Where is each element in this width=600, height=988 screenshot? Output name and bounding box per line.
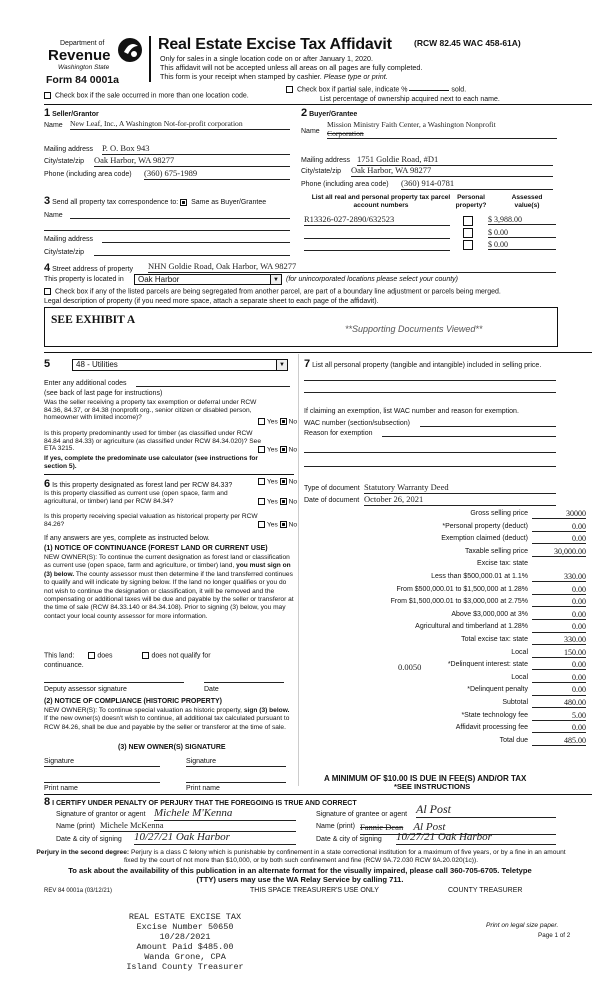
grantee-date-field[interactable]: 10/27/21 Oak Harbor	[396, 831, 556, 845]
divider-s6	[44, 474, 294, 475]
q-historic-answers	[258, 521, 297, 529]
notice1-text-c: The county assessor must then determine if the land transferred continues to qualify and will indicate by signing below. If the land no longer qualifies or you do not wish to continue the designation or classification, it will be removed and the compensating or additional taxes will be due and payable by the seller or transferor at the time of sale (RCW 84.33.140 or 84.34.108). Prior to signing (3) below, you may contact your local county assessor for more information.	[44, 570, 294, 620]
doc-date-field[interactable]: October 26, 2021	[364, 495, 556, 506]
tax-row-label: Taxable selling price	[464, 547, 528, 555]
deputy-signature-label: Deputy assessor signature	[44, 686, 127, 693]
section6-forest	[44, 478, 266, 491]
seller-phone-field[interactable]: (360) 675-1989	[144, 169, 290, 180]
notice2-text-b: sign (3) below.	[243, 707, 290, 714]
grantor-name-label: Name (print)	[56, 823, 95, 830]
reason-line-3[interactable]	[304, 466, 556, 467]
partial-sale-checkbox[interactable]	[286, 86, 293, 93]
buyer-heading-label: Buyer/Grantee	[309, 111, 358, 118]
yes-label: Yes	[267, 498, 278, 506]
seller-name-label: Name	[44, 122, 63, 129]
doc-type-label: Type of document	[304, 485, 360, 492]
assessed-2-field[interactable]: $ 0.00	[488, 228, 556, 238]
dept-line2: Revenue	[48, 47, 111, 64]
segregated-label: Check box if any of the listed parcels are being segregated from another parcel, are part of a boundary line adjustment or parcels being merged.	[54, 288, 501, 296]
buyer-mailing-row	[301, 154, 553, 165]
q-seller-yes-checkbox[interactable]	[258, 418, 265, 425]
print-name-1-label: Print name	[44, 785, 78, 792]
parcel-list-header: List all real and personal property tax parcel account numbers	[311, 194, 451, 209]
reason-label: Reason for exemption	[304, 430, 373, 437]
doc-date-row	[304, 494, 556, 505]
grantee-date-row	[316, 831, 556, 844]
tax-row-label: Less than $500,000.01 at 1.1%	[431, 573, 528, 580]
treasurer-receipt-stamp	[100, 912, 270, 972]
parcel-1-field[interactable]: R13326-027-2890/632523	[304, 215, 450, 226]
section3-text: Send all property tax correspondence to:	[52, 199, 179, 206]
notice2-title: (2) NOTICE OF COMPLIANCE (HISTORIC PROPERTY)	[44, 698, 222, 705]
partial-sale-note: List percentage of ownership acquired next to each name.	[320, 96, 500, 103]
seller-phone-label: Phone (including area code)	[44, 171, 132, 178]
if-yes-note: If yes, complete the predominate use calculator (see instructions for section 5).	[44, 455, 258, 470]
column-divider	[298, 354, 299, 786]
grantor-signature-field[interactable]: Michele M'Kenna	[154, 807, 296, 821]
seller-heading-label: Seller/Grantor	[52, 111, 99, 118]
see-instructions: *SEE INSTRUCTIONS	[394, 782, 471, 791]
notice2-text-a: NEW OWNER(S): To continue special valuation as historic property,	[44, 707, 243, 714]
tax-row-value[interactable]: 0.00	[532, 660, 586, 670]
notice3-title: (3) NEW OWNER(S) SIGNATURE	[118, 744, 226, 751]
tax-row-value[interactable]: 0.00	[532, 622, 586, 632]
grantee-signature-row	[316, 802, 556, 819]
tax-row-value[interactable]: 480.00	[532, 698, 586, 708]
tax-row-label: From $500,000.01 to $1,500,000 at 1.28%	[396, 585, 528, 593]
seller-city-field[interactable]: Oak Harbor, WA 98277	[94, 156, 290, 167]
divider-s8	[44, 794, 592, 795]
owner-print-1-field[interactable]	[44, 782, 160, 783]
buyer-name-line2: Corporation	[327, 129, 557, 139]
subtitle-3b: Please type or print.	[323, 72, 388, 81]
tax-row-label: Excise tax: state	[477, 560, 528, 568]
q-forest: Is this property designated as forest land per RCW 84.33?	[52, 482, 233, 489]
tax-row-value[interactable]: 150.00	[532, 648, 586, 658]
grantee-name-row	[316, 823, 556, 831]
print-name-2-label: Print name	[186, 785, 220, 792]
partial-sale-sold: sold.	[451, 86, 467, 94]
buyer-phone-row	[301, 178, 553, 189]
q-forest-yes-checkbox[interactable]	[258, 478, 265, 485]
perjury-notice	[36, 849, 566, 865]
notice2-text	[44, 707, 294, 732]
chevron-down-icon: ▼	[276, 360, 287, 370]
s3-blank-line	[44, 230, 290, 231]
same-as-buyer-checkbox[interactable]	[180, 199, 187, 206]
multi-location-checkbox[interactable]	[44, 92, 51, 99]
doc-type-row	[304, 482, 556, 493]
seller-city-label: City/state/zip	[44, 158, 85, 165]
grantee-signature-label: Signature of grantee or agent	[316, 811, 408, 818]
location-select[interactable]	[134, 274, 282, 285]
tax-row-value[interactable]: 5.00	[532, 711, 586, 721]
seller-heading	[44, 107, 99, 120]
alt-format-line-1: To ask about the availability of this publication in an alternate format for the visually impaired, please call 360-705-6705. Teletype	[68, 866, 532, 875]
notice1-title: (1) NOTICE OF CONTINUANCE (FOREST LAND OR CURRENT USE)	[44, 545, 268, 552]
section3-number: 3	[44, 195, 51, 207]
section7-number: 7	[304, 358, 311, 370]
wac-row	[304, 420, 556, 428]
grantee-name-handwritten: Al Post	[413, 821, 446, 833]
q-current-use: Is this property classified as current use (open space, farm and agricultural, or timber) land per RCW 84.34?	[44, 490, 228, 505]
dept-line3: Washington State	[58, 64, 110, 71]
seller-mailing-field[interactable]: P. O. Box 943	[102, 144, 290, 155]
q-historic: Is this property receiving special valuation as historical property per RCW 84.26?	[44, 513, 258, 528]
grantor-date-row	[56, 831, 296, 844]
this-land-row	[44, 652, 294, 660]
stamp-line-1: REAL ESTATE EXCISE TAX	[128, 912, 242, 922]
doc-date-label: Date of document	[304, 497, 360, 504]
section4-number: 4	[44, 262, 51, 274]
buyer-name-field[interactable]	[327, 120, 557, 139]
tax-row-value[interactable]: 0.00	[532, 597, 586, 607]
seller-mailing-row	[44, 143, 290, 154]
supporting-docs-note: **Supporting Documents Viewed**	[345, 324, 483, 334]
section8-number: 8	[44, 796, 51, 808]
legal-description-box[interactable]	[44, 307, 558, 347]
buyer-phone-label: Phone (including area code)	[301, 181, 389, 188]
stamp-line-2: Excise Number 50650	[136, 922, 234, 932]
local-rate: 0.0050	[398, 662, 422, 672]
additional-codes-row	[44, 380, 290, 388]
stamp-line-4: Amount Paid $485.00	[136, 942, 234, 952]
q-seller-exemption: Was the seller receiving a property tax exemption or deferral under RCW 84.36, 84.37, or 84.38 (nonprofit org., senior citizen or disabled person, homeowner with limited income)?	[44, 399, 257, 422]
subtitle-3a: This form is your receipt when stamped by cashier.	[160, 72, 322, 81]
wac-field[interactable]	[420, 426, 556, 427]
tax-row-value[interactable]: 485.00	[532, 736, 586, 746]
buyer-mailing-label: Mailing address	[301, 157, 351, 164]
no-label: No	[288, 521, 298, 529]
form-title-ref: (RCW 82.45 WAC 458-61A)	[414, 38, 521, 48]
s3-mailing-field[interactable]	[102, 242, 290, 243]
tax-row-value[interactable]: 330.00	[532, 635, 586, 645]
multi-location-label: Check box if the sale occurred in more than one location code.	[54, 92, 249, 100]
buyer-name-label: Name	[301, 128, 320, 135]
tax-row-value[interactable]: 330.00	[532, 572, 586, 582]
tax-row-label: *Personal property (deduct)	[442, 522, 528, 530]
land-use-select[interactable]	[72, 359, 288, 371]
tax-row-value[interactable]: 0.00	[532, 610, 586, 620]
street-address-field[interactable]: NHN Goldie Road, Oak Harbor, WA 98277	[148, 262, 556, 273]
q-historic-yes-checkbox[interactable]	[258, 521, 265, 528]
tax-row-value[interactable]: 0.00	[532, 723, 586, 733]
subtitle-3	[160, 73, 388, 81]
tax-row-label: Exemption claimed (deduct)	[441, 535, 528, 543]
wac-label: WAC number (section/subsection)	[304, 420, 410, 427]
q-timber-yes-checkbox[interactable]	[258, 446, 265, 453]
tax-row-label: Above $3,000,000 at 3%	[451, 610, 528, 618]
form-number: Form 84 0001a	[46, 74, 119, 86]
personal-property-line-1[interactable]	[304, 380, 556, 381]
parcel-2-field[interactable]	[304, 228, 450, 239]
owner-signature-2-field[interactable]	[186, 766, 286, 767]
q-historic-no-checkbox[interactable]	[280, 521, 287, 528]
no-label: No	[288, 446, 298, 454]
minimum-due-note: A MINIMUM OF $10.00 IS DUE IN FEE(S) AND/OR TAX	[324, 774, 527, 783]
buyer-phone-field[interactable]: (360) 914-0781	[401, 179, 553, 190]
tax-row-label: Subtotal	[502, 699, 528, 706]
deputy-date-field[interactable]	[204, 682, 284, 683]
does-qualify-checkbox[interactable]	[88, 652, 95, 659]
s3-mailing-label: Mailing address	[44, 236, 94, 243]
assessed-3-field[interactable]: $ 0.00	[488, 240, 556, 250]
grantee-signature-field[interactable]: Al Post	[416, 803, 556, 818]
continuance-label: continuance.	[44, 662, 84, 669]
certify-statement: I CERTIFY UNDER PENALTY OF PERJURY THAT THE FOREGOING IS TRUE AND CORRECT	[52, 800, 357, 807]
perjury-text: Perjury is a class C felony which is punishable by confinement in a state correctional institution for a maximum of five years, or by a fine in an amount fixed by the court of not more than $10,000, or by both such confinement and fine (RCW 9A.72.030 RCW 9A.20.020(1c)).	[123, 849, 566, 864]
buyer-city-row	[301, 165, 553, 176]
deputy-date-label: Date	[204, 686, 219, 693]
personal-2-checkbox[interactable]	[463, 228, 473, 238]
same-as-buyer-label: Same as Buyer/Grantee	[191, 199, 267, 206]
q-timber: Is this property predominantly used for timber (as classified under RCW 84.84 and 84.33) or agriculture (as classified under RCW 84.34.020)? See ETA 3215.	[44, 430, 261, 453]
treasurer-use-label: THIS SPACE TREASURER'S USE ONLY	[250, 887, 379, 894]
legal-desc-label: Legal description of property (if you need more space, attach a separate sheet to each page of the affidavit).	[44, 298, 379, 305]
codes-note: (see back of last page for instructions)	[44, 390, 163, 397]
grantor-date-label: Date & city of signing	[56, 836, 122, 843]
if-any-yes: If any answers are yes, complete as instructed below.	[44, 535, 210, 542]
reason-field[interactable]	[382, 436, 556, 437]
county-treasurer-label: COUNTY TREASURER	[448, 887, 523, 894]
partial-sale-row	[286, 86, 466, 94]
q-current-answers	[258, 498, 297, 506]
buyer-city-label: City/state/zip	[301, 168, 342, 175]
no-label: No	[288, 498, 298, 506]
tax-row-label: Local	[511, 648, 528, 656]
personal-property-line-2[interactable]	[304, 392, 556, 393]
tax-row-value[interactable]: 30,000.00	[532, 547, 586, 557]
tax-row-value[interactable]: 0.00	[532, 585, 586, 595]
doc-type-field[interactable]: Statutory Warranty Deed	[364, 483, 556, 494]
exemption-note: If claiming an exemption, list WAC number and reason for exemption.	[304, 408, 519, 415]
q-forest-answers	[258, 478, 297, 486]
q-forest-no-checkbox[interactable]	[280, 478, 287, 485]
q-current-yes-checkbox[interactable]	[258, 498, 265, 505]
legal-paper-note: Print on legal size paper.	[486, 922, 559, 929]
no-label: No	[288, 418, 298, 426]
signature-2-label: Signature	[186, 758, 216, 765]
section5-number: 5	[44, 358, 51, 370]
q-timber-answers	[258, 446, 297, 454]
notice1-text-b: you must sign on (3) below.	[44, 562, 291, 578]
signature-1-label: Signature	[44, 758, 74, 765]
does-not-qualify-checkbox[interactable]	[142, 652, 149, 659]
personal-1-checkbox[interactable]	[463, 216, 473, 226]
subtitle-2: This affidavit will not be accepted unless all areas on all pages are fully completed.	[160, 63, 423, 72]
reason-row	[304, 430, 556, 438]
tax-row-label: Gross selling price	[470, 510, 528, 517]
dept-line1: Department of	[60, 40, 105, 47]
land-use-select-value: 48 - Utilities	[76, 360, 118, 369]
seller-phone-row	[44, 168, 290, 179]
s3-mailing-row	[44, 236, 290, 244]
seller-name-field[interactable]: New Leaf, Inc., A Washington Not-for-profit corporation	[70, 120, 290, 130]
stamp-line-5: Wanda Grone, CPA	[144, 952, 226, 962]
tax-row-label: *Delinquent penalty	[467, 686, 528, 694]
perjury-label: Perjury in the second degree:	[36, 849, 130, 856]
notice2-text-c: If the new owner(s) doesn't wish to continue, all additional tax calculated pursuant to RCW 84.26, shall be due and payable by the seller or transferor at the time of sale.	[44, 715, 290, 731]
tax-row-label: Agricultural and timberland at 1.28%	[415, 623, 528, 631]
seller-mailing-label: Mailing address	[44, 146, 94, 153]
assessed-1-field[interactable]: $ 3,988.00	[488, 215, 556, 225]
header-divider	[149, 36, 151, 82]
notice1-text-a: NEW OWNER(S): To continue the current designation as forest land or classification as current use (open space, farm and agriculture, or timber) land,	[44, 554, 290, 570]
grantor-name-row	[56, 820, 296, 831]
tax-row-label: *Delinquent interest: state	[447, 661, 528, 669]
additional-codes-label: Enter any additional codes	[44, 380, 127, 387]
tax-row-label: Total due	[499, 736, 528, 744]
tax-row-value[interactable]: 0.00	[532, 522, 586, 532]
buyer-mailing-field[interactable]: 1751 Goldie Road, #D1	[357, 155, 553, 166]
tax-row-value[interactable]: 30000	[532, 509, 586, 519]
q-current-no-checkbox[interactable]	[280, 498, 287, 505]
page-number: Page 1 of 2	[538, 932, 571, 939]
legal-description-value: SEE EXHIBIT A	[51, 314, 136, 326]
section7-text: List all personal property (tangible and intangible) included in selling price.	[312, 362, 542, 369]
grantee-name-struck: Fannie Dean	[360, 822, 404, 832]
grantee-date-label: Date & city of signing	[316, 836, 382, 843]
section3-heading	[44, 195, 266, 208]
notice1-text	[44, 554, 294, 621]
s3-name-label: Name	[44, 212, 63, 219]
tax-row-value[interactable]: 0.00	[532, 534, 586, 544]
grantor-signature-label: Signature of grantor or agent	[56, 811, 146, 818]
stamp-line-6: Island County Treasurer	[126, 962, 244, 972]
located-label: This property is located in	[44, 276, 124, 283]
personal-property-header: Personal property?	[455, 194, 487, 209]
buyer-city-field[interactable]: Oak Harbor, WA 98277	[351, 166, 553, 177]
s3-city-label: City/state/zip	[44, 249, 85, 256]
partial-sale-label: Check box if partial sale, indicate %	[296, 86, 408, 94]
tax-row-label: Local	[511, 673, 528, 681]
partial-sale-percent-field[interactable]	[409, 90, 449, 91]
yes-label: Yes	[267, 478, 278, 486]
grantor-date-field[interactable]: 10/27/21 Oak Harbor	[134, 831, 296, 845]
additional-codes-field[interactable]	[136, 386, 290, 387]
chevron-down-icon: ▼	[270, 275, 281, 284]
s3-name-field[interactable]	[70, 218, 290, 219]
divider-top	[44, 104, 592, 105]
grantor-name-field[interactable]: Michele McKenna	[100, 821, 296, 832]
yes-label: Yes	[267, 521, 278, 529]
grantor-signature-row	[56, 807, 296, 819]
tax-row-label: Affidavit processing fee	[455, 724, 528, 732]
seller-city-row	[44, 155, 290, 166]
tax-row-value[interactable]: 0.00	[532, 673, 586, 683]
form-title: Real Estate Excise Tax Affidavit	[158, 36, 392, 53]
no-label: No	[288, 478, 298, 486]
divider-s5	[44, 352, 592, 353]
multi-location-row	[44, 92, 249, 100]
q-timber-no-checkbox[interactable]	[280, 446, 287, 453]
does-not-label: does not qualify for	[151, 652, 211, 660]
dor-swirl-icon	[116, 36, 144, 64]
tax-row-label: Total excise tax: state	[461, 636, 528, 643]
buyer-heading	[301, 107, 357, 120]
street-label: Street address of property	[52, 266, 134, 273]
s3-name-row	[44, 212, 290, 220]
reason-line-2[interactable]	[304, 452, 556, 453]
personal-3-checkbox[interactable]	[463, 240, 473, 250]
owner-signature-1-field[interactable]	[44, 766, 160, 767]
yes-label: Yes	[267, 446, 278, 454]
this-land-label: This land:	[44, 652, 75, 660]
tax-row-value[interactable]: 0.00	[532, 685, 586, 695]
grantee-name-label: Name (print)	[316, 823, 355, 830]
seller-name-row	[44, 119, 290, 130]
section7	[304, 358, 556, 371]
alt-format-line-2: (TTY) users may use the WA Relay Service by calling 711.	[196, 875, 404, 884]
unincorporated-note: (for unincorporated locations please select your county)	[286, 276, 458, 283]
tax-row-label: *State technology fee	[461, 711, 528, 719]
q-seller-answers	[258, 418, 297, 426]
section4-street-row	[44, 262, 556, 275]
parcel-3-field[interactable]	[304, 240, 450, 251]
segregated-row	[44, 288, 564, 296]
owner-print-2-field[interactable]	[186, 782, 286, 783]
segregated-checkbox[interactable]	[44, 288, 51, 295]
buyer-section-number: 2	[301, 107, 308, 119]
yes-label: Yes	[267, 418, 278, 426]
stamp-line-3: 10/28/2021	[159, 932, 211, 942]
buyer-name-line1: Mission Ministry Faith Center, a Washington Nonprofit	[327, 120, 496, 129]
q-seller-no-checkbox[interactable]	[280, 418, 287, 425]
tax-row-label: From $1,500,000.01 to $3,000,000 at 2.75%	[390, 598, 528, 606]
does-label: does	[97, 652, 113, 660]
revision-label: REV 84 0001a (03/12/21)	[44, 888, 113, 894]
s3-city-row	[44, 249, 290, 257]
location-select-value: Oak Harbor	[138, 275, 180, 284]
subtitle-1: Only for sales in a single location code on or after January 1, 2020.	[160, 54, 373, 63]
assessed-value-header: Assessed value(s)	[511, 194, 543, 209]
deputy-signature-field[interactable]	[44, 682, 184, 683]
s3-city-field[interactable]	[94, 255, 290, 256]
seller-section-number: 1	[44, 107, 51, 119]
section6-number: 6	[44, 478, 51, 490]
